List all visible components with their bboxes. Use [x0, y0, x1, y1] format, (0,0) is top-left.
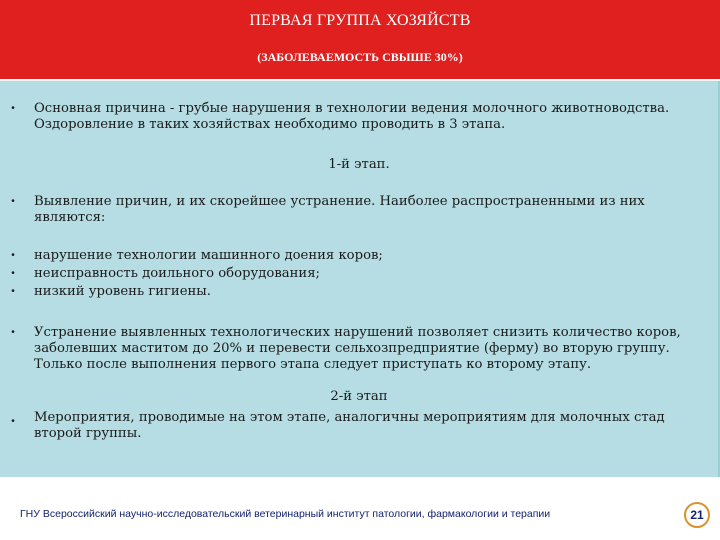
causes-line-1: Выявление причин, и их скорейшее устранение. Наиболее распространенными из них — [34, 194, 645, 209]
list-item: неисправность доильного оборудования; — [34, 266, 320, 281]
bullet-icon: • — [11, 103, 15, 114]
bullet-icon: • — [11, 327, 15, 338]
stage-2-label: 2-й этап — [330, 389, 388, 404]
bullet-icon: • — [11, 196, 15, 207]
page-number-badge: 21 — [684, 502, 710, 528]
list-item: нарушение технологии машинного доения коров; — [34, 248, 383, 263]
elimination-line-2: заболевших маститом до 20% и перевести сельхозпредприятие (ферму) во вторую группу. — [34, 341, 670, 356]
footer-institute: ГНУ Всероссийский научно-исследовательский ветеринарный институт патологии, фармакологии и терапии — [20, 508, 551, 520]
stage-1-label: 1-й этап. — [328, 157, 390, 172]
slide-subtitle: (ЗАБОЛЕВАЕМОСТЬ СВЫШЕ 30%) — [257, 50, 463, 64]
causes-line-2: являются: — [34, 210, 106, 225]
bullet-icon: • — [11, 268, 15, 279]
bullet-icon: • — [11, 250, 15, 261]
content-panel — [0, 81, 720, 477]
slide-title: ПЕРВАЯ ГРУППА ХОЗЯЙСТВ — [249, 12, 471, 29]
bullet-icon: • — [11, 286, 15, 297]
slide-header — [0, 0, 720, 80]
intro-line-1: Основная причина - грубые нарушения в технологии ведения молочного животноводства. — [34, 101, 670, 116]
bullet-icon: • — [11, 416, 15, 427]
stage-2-line-2: второй группы. — [34, 426, 142, 441]
stage-2-line-1: Мероприятия, проводимые на этом этапе, аналогичны мероприятиям для молочных стад — [34, 410, 665, 425]
elimination-line-3: Только после выполнения первого этапа следует приступать ко второму этапу. — [34, 357, 592, 372]
elimination-line-1: Устранение выявленных технологических нарушений позволяет снизить количество коров, — [34, 325, 681, 340]
list-item: низкий уровень гигиены. — [34, 284, 211, 299]
intro-line-2: Оздоровление в таких хозяйствах необходимо проводить в 3 этапа. — [34, 117, 506, 132]
